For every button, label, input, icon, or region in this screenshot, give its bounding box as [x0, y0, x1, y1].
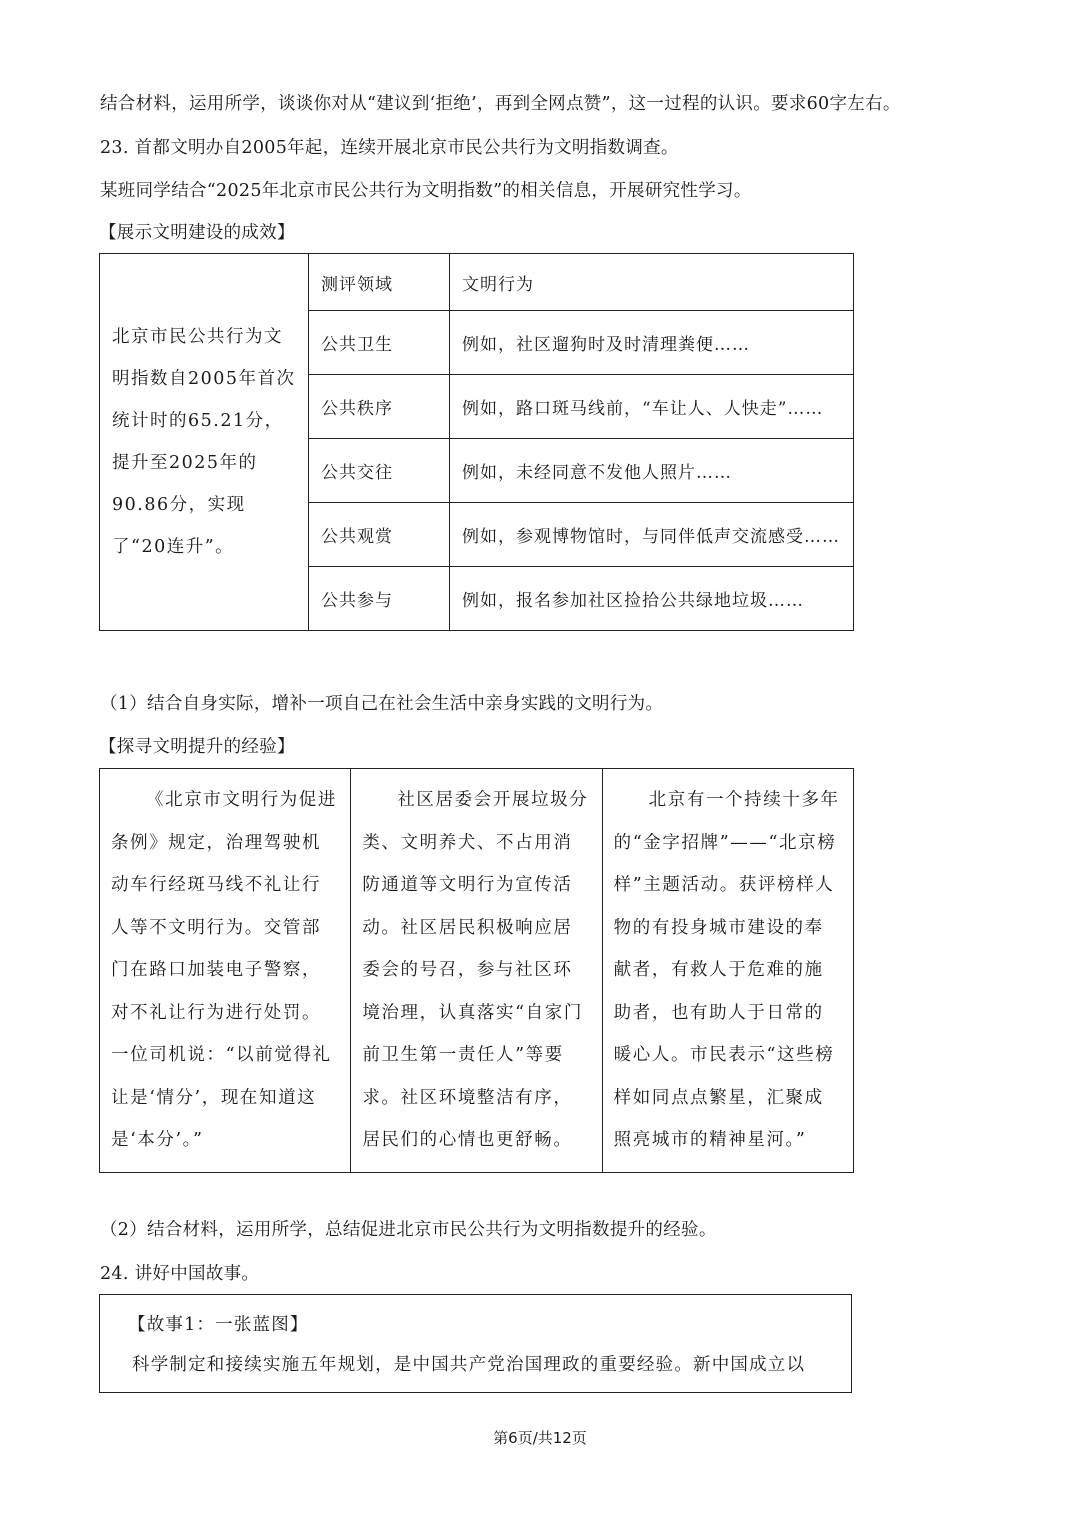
area-cell: 公共卫生	[309, 311, 450, 375]
header-behavior: 文明行为	[450, 254, 854, 311]
civility-areas-table	[99, 253, 854, 631]
material-community: 社区居委会开展垃圾分类、文明养犬、不占用消防通道等文明行为宣传活动。社区居民积极响应居委会的号召，参与社区环境治理，认真落实“自家门前卫生第一责任人”等要求。社区环境整洁有序，居民们的心情也更舒畅。	[351, 769, 602, 1173]
behavior-cell: 例如，未经同意不发他人照片……	[450, 439, 854, 503]
header-area: 测评领域	[309, 254, 450, 311]
area-cell: 公共参与	[309, 567, 450, 631]
experience-materials-table	[99, 768, 854, 1173]
material-role-models: 北京有一个持续十多年的“金字招牌”——“北京榜样”主题活动。获评榜样人物的有投身城市建设的奉献者，有救人于危难的施助者，也有助人于日常的暖心人。市民表示“这些榜样如同点点繁星，汇聚成照亮城市的精神星河。”	[602, 769, 853, 1173]
area-cell: 公共观赏	[309, 503, 450, 567]
sub-question-2: （2）结合材料，运用所学，总结促进北京市民公共行为文明指数提升的经验。	[100, 1220, 717, 1240]
behavior-cell: 例如，报名参加社区捡拾公共绿地垃圾……	[450, 567, 854, 631]
material-regulation: 《北京市文明行为促进条例》规定，治理驾驶机动车行经斑马线不礼让行人等不文明行为。交管部门在路口加装电子警察，对不礼让行为进行处罚。一位司机说：“以前觉得礼让是‘情分’，现在知道这是‘本分’。”	[100, 769, 351, 1173]
behavior-cell: 例如，社区遛狗时及时清理粪便……	[450, 311, 854, 375]
page-number: 第6页/共12页	[493, 1429, 587, 1447]
behavior-cell: 例如，参观博物馆时，与同伴低声交流感受……	[450, 503, 854, 567]
area-cell: 公共交往	[309, 439, 450, 503]
area-cell: 公共秩序	[309, 375, 450, 439]
story-text: 科学制定和接续实施五年规划，是中国共产党治国理政的重要经验。新中国成立以	[132, 1355, 806, 1375]
question-23-intro: 23. 首都文明办自2005年起，连续开展北京市民公共行为文明指数调查。	[100, 138, 679, 158]
question-22-prompt: 结合材料，运用所学，谈谈你对从“建议到‘拒绝’，再到全网点赞”，这一过程的认识。要求60字左右。	[100, 94, 901, 114]
sub-question-1: （1）结合自身实际，增补一项自己在社会生活中亲身实践的文明行为。	[100, 694, 664, 714]
question-24-intro: 24. 讲好中国故事。	[100, 1264, 260, 1284]
behavior-cell: 例如，路口斑马线前，“车让人、人快走”……	[450, 375, 854, 439]
index-summary-cell: 北京市民公共行为文明指数自2005年首次统计时的65.21分，提升至2025年的90.86分，实现了“20连升”。	[100, 254, 309, 631]
section-heading-experience: 【探寻文明提升的经验】	[99, 737, 295, 757]
story-title: 【故事1：一张蓝图】	[128, 1315, 309, 1335]
story-box	[99, 1294, 852, 1393]
section-heading-achievements: 【展示文明建设的成效】	[99, 223, 295, 243]
question-23-context: 某班同学结合“2025年北京市民公共行为文明指数”的相关信息，开展研究性学习。	[100, 181, 752, 201]
